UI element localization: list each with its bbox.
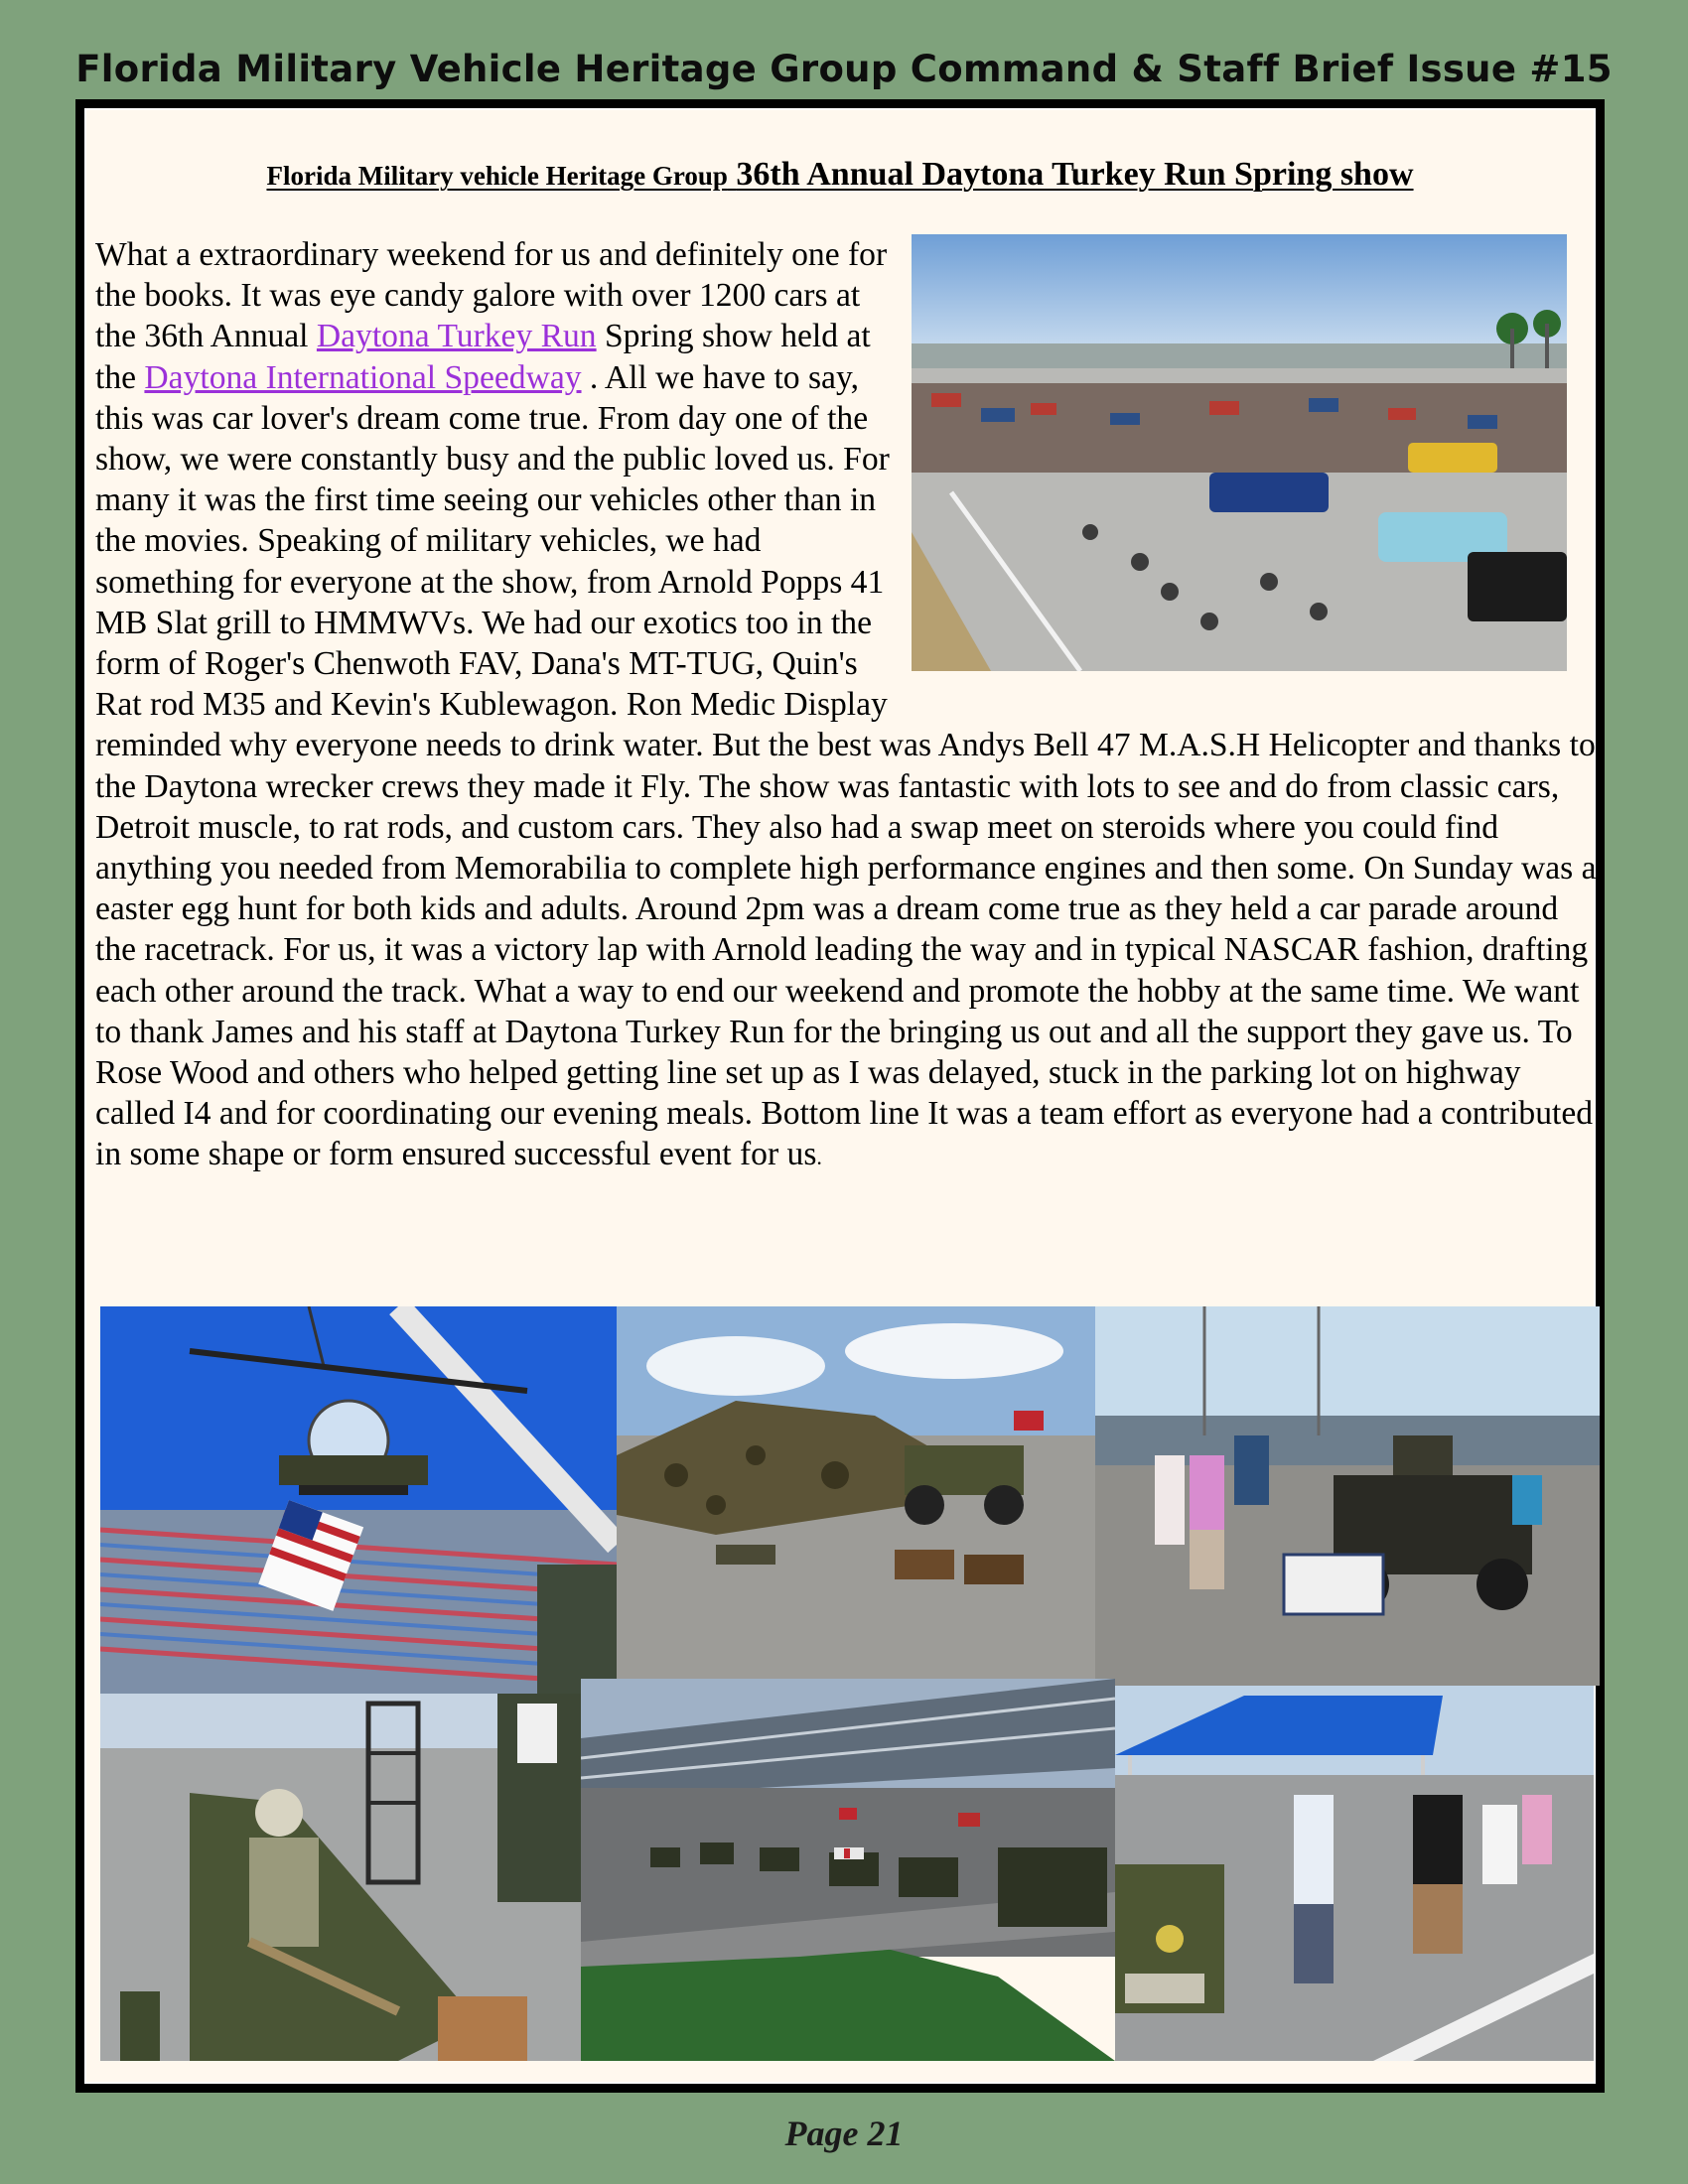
track-parade-photo — [581, 1679, 1115, 2061]
article-title — [86, 156, 1594, 194]
article-body: What a extraordinary weekend for us and definitely one for the books. It was eye candy galore with over 1200 cars at the 36th Annual Daytona Turkey Run Spring show held at the Daytona International Speedway . All we have to say, this was car lover's dream come true. From day one of the show, we were constantly busy and the public loved us. For many it was the first time seeing our vehicles other than in the movies. Speaking of military vehicles, we had something for everyone at the show, from Arnold Popps 41 MB Slat grill to HMMWVs. We had our exotics too in the form of Roger's Chenwoth FAV, Dana's MT-TUG, Quin's Rat rod M35 and Kevin's Kublewagon. Ron Medic Display reminded why everyone needs to drink water. But the best was Andys Bell 47 M.A.S.H Helicopter and thanks to the Daytona wrecker crews they made it Fly. The show was fantastic with lots to see and do from classic cars, Detroit muscle, to rat rods, and custom cars. They also had a swap meet on steroids where you could find anything you needed from Memorabilia to complete high performance engines and then some. On Sunday was a easter egg hunt for both kids and adults. Around 2pm was a dream come true as they held a car parade around the racetrack. For us, it was a victory lap with Arnold leading the way and in typical NASCAR fashion, drafting each other around the track. What a way to end our weekend and promote the hobby at the same time. We want to thank James and his staff at Daytona Turkey Run for the bringing us out and all the support they gave us. To Rose Wood and others who helped getting line set up as I was delayed, stuck in the parking lot on highway called I4 and for coordinating our evening meals. Bottom line It was a team effort as everyone had a contributed in some shape or form ensured successful event for us. — [95, 236, 1597, 1173]
medic-cot-display-photo — [100, 1694, 581, 2061]
canopy-jeep-display-photo — [1115, 1686, 1594, 2061]
armored-vehicle-display-photo — [1095, 1306, 1600, 1686]
daytona-turkey-run-link[interactable]: Daytona Turkey Run — [316, 318, 597, 355]
article-title-prefix: Florida Military vehicle Heritage Group — [266, 161, 728, 191]
content-panel — [84, 108, 1596, 2084]
page-number: Page 21 — [784, 2114, 904, 2153]
camo-netting-display-photo — [617, 1306, 1095, 1694]
helicopter-lift-photo — [100, 1306, 617, 1694]
car-show-crowd-photo — [912, 234, 1567, 671]
page-frame — [75, 99, 1605, 2093]
article-title-main: 36th Annual Daytona Turkey Run Spring show — [736, 156, 1414, 193]
daytona-speedway-link[interactable]: Daytona International Speedway — [144, 358, 582, 396]
newsletter-masthead: Florida Military Vehicle Heritage Group Command & Staff Brief Issue #15 — [75, 48, 1613, 90]
